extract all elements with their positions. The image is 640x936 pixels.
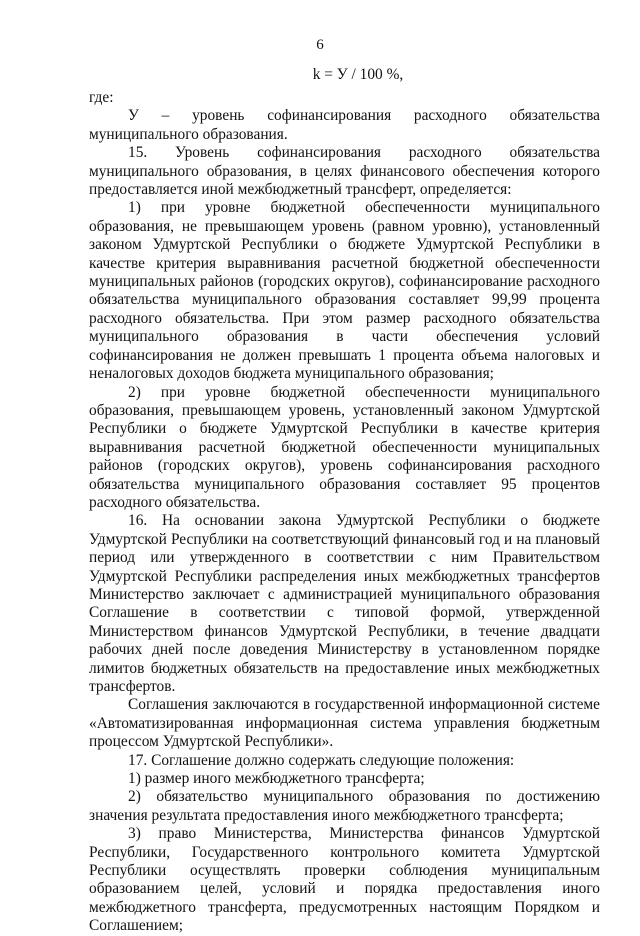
formula: k = У / 100 %, (312, 66, 404, 83)
paragraph-17-item-2: 2) обязательство муниципального образования по достижению значения результата предоставления иного межбюджетного трансферта; (89, 788, 600, 824)
paragraph-17-item-1: 1) размер иного межбюджетного трансферта; (128, 770, 425, 788)
paragraph-17: 17. Соглашение должно содержать следующие положения: (128, 751, 515, 769)
page-number: 6 (316, 37, 324, 53)
paragraph-17-item-3: 3) право Министерства, Министерства финансов Удмуртской Республики, Государственного контрольного комитета Удмуртской Республики осуществлять проверки соблюдения муниципальным образованием целей, условий и порядка предоставления иного межбюджетного трансферта, предусмотренных настоящим Порядком и Соглашением; (89, 825, 600, 935)
document-body (89, 89, 600, 936)
paragraph-u-definition: У – уровень софинансирования расходного обязательства муниципального образования. (89, 107, 600, 143)
paragraph-16: 16. На основании закона Удмуртской Республики о бюджете Удмуртской Республики на соответствующий финансовый год и на плановый период или утвержденного в соответствии с ним Правительством Удмуртской Республики распределения иных межбюджетных трансфертов Министерство заключает с администрацией муниципального образования Соглашение в соответствии с типовой формой, утвержденной Министерством финансов Удмуртской Республики, в течение двадцати рабочих дней после доведения Министерству в установленном порядке лимитов бюджетных обязательств на предоставление иных межбюджетных трансфертов. (89, 512, 600, 695)
paragraph-15: 15. Уровень софинансирования расходного обязательства муниципального образования, в целях финансового обеспечения которого предоставляется иной межбюджетный трансферт, определяется: (89, 144, 600, 199)
paragraph-15-item-1: 1) при уровне бюджетной обеспеченности муниципального образования, не превышающем уровень (равном уровню), установленный законом Удмуртской Республики о бюджете Удмуртской Республики в качестве критерия выравнивания расчетной бюджетной обеспеченности муниципальных районов (городских округов), софинансирование расходного обязательства муниципального образования составляет 99,99 процента расходного обязательства. При этом размер расходного обязательства муниципального образования в части обеспечения условий софинансирования не должен превышать 1 процента объема налоговых и неналоговых доходов бюджета муниципального образования; (89, 199, 600, 383)
paragraph-15-item-2: 2) при уровне бюджетной обеспеченности муниципального образования, превышающем уровень, установленный законом Удмуртской Республики о бюджете Удмуртской Республики в качестве критерия выравнивания расчетной бюджетной обеспеченности муниципальных районов (городских округов), уровень софинансирования расходного обязательства муниципального образования составляет 95 процентов расходного обязательства. (89, 383, 600, 511)
paragraph-16-agreements: Соглашения заключаются в государственной информационной системе «Автоматизированная информационная система управления бюджетным процессом Удмуртской Республики». (89, 696, 600, 751)
where-label: где: (89, 89, 114, 106)
